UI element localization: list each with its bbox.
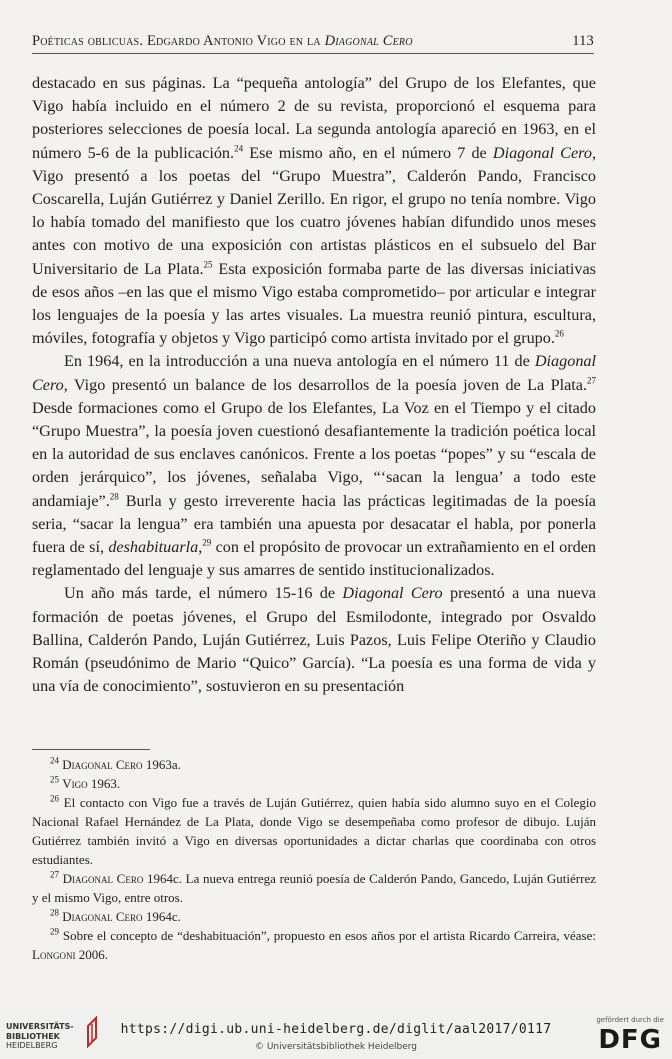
footnote-ref[interactable]: 27 [587,375,596,386]
paragraph-3: Un año más tarde, el número 15-16 de Diagonal Cero presentó a una nueva formación de poetas jóvenes, el Grupo del Esmilodonte, integrado por Osvaldo Ballina, Calderón Pando, Luján Gutiérrez, Luis Pazos, Luis Felipe Oteriño y Claudio Román (pseudónimo de Mario “Quico” García). “La poesía es una forma de vida y una vía de conocimiento”, sostuvieron en su presentación [32,584,596,696]
footnotes [32,755,596,964]
footnote: $^{28}$ Diagonal Cero 1964c. [50,907,181,924]
running-head: Poéticas oblicuas. Edgardo Antonio Vigo en la Diagonal Cero [32,33,413,49]
paragraph-1: destacado en sus páginas. La “pequeña antología” del Grupo de los Elefantes, que Vigo había incluido en el número 2 de su revista, proporcionó el esquema para posteriores selecciones de poesía local. La segunda antología apareció en 1963, en el número 5-6 de la publicación.$^{24}$ Ese mismo año, en el número 7 de Diagonal Cero, Vigo presentó a los poetas del “Grupo Muestra”, Calderón Pando, Francisco Coscarella, Luján Gutiérrez y Daniel Zerillo. En rigor, el grupo no tenía nombre. Vigo lo había tomado del manifiesto que los cuatro jóvenes habían difundido unos meses antes con motivo de una exposición con artistas plásticos en el subsuelo del Bar Universitario de La Plata.$^{25}$ Esta exposición formaba parte de las diversas iniciativas de esos años –en las que el mismo Vigo estaba comprometido– por articular e integrar los lenguajes de la poesía y las artes visuales. La muestra reunió pintura, escultura, móviles, fotografía y objetos y Vigo participó como artista invitado por el grupo.$^{26}$ [32,74,596,348]
funded-by-text: gefördert durch die [596,1016,664,1024]
page-number: 113 [572,33,594,49]
running-header [32,32,594,54]
footnote: $^{27}$ Diagonal Cero 1964c. La nueva entrega reunió poesía de Calderón Pando, Gancedo, Luján Gutiérrez y el mismo Vigo, entre otros. [32,869,596,905]
dfg-logo[interactable]: DFG [598,1025,662,1055]
library-logo[interactable]: UNIVERSITÄTS- BIBLIOTHEK HEIDELBERG [6,1022,74,1050]
footnote-ref[interactable]: 25 [203,259,213,270]
body-text [32,72,596,698]
footnote-ref[interactable]: 24 [234,143,244,154]
footnote: $^{25}$ Vigo 1963. [50,774,121,791]
copyright-text: © Universitätsbibliothek Heidelberg [254,1042,417,1052]
source-url-link[interactable]: https://digi.ub.uni-heidelberg.de/diglit/aal2017/0117 [120,1022,552,1037]
footnote: $^{29}$ Sobre el concepto de “deshabituación”, propuesto en esos años por el artista Ricardo Carreira, véase: Longoni 2006. [32,926,596,962]
footnote: $^{26}$ El contacto con Vigo fue a través de Luján Gutiérrez, quien había sido alumno suyo en el Colegio Nacional Rafael Hernández de La Plata, donde Vigo se desempeñaba como profesor de dibujo. Luján Gutiérrez también invitó a Vigo en diversas oportunidades a dictar charlas que coordinaba con otros estudiantes. [32,793,596,867]
footnote-ref[interactable]: 29 [202,537,212,548]
digitization-footer [0,1010,672,1059]
footnote-ref[interactable]: 28 [109,491,119,502]
footnote: $^{24}$ Diagonal Cero 1963a. [50,755,181,772]
paragraph-2: En 1964, en la introducción a una nueva antología en el número 11 de Diagonal Cero, Vigo presentó un balance de los desarrollos de la poesía joven de La Plata.$^{27}$ Desde formaciones como el Grupo de los Elefantes, La Voz en el Tiempo y el citado “Grupo Muestra”, la poesía joven cuestionó desafiantemente la tradición poética local en la autoridad de sus enclaves canónicos. Frente a los poetas “popes” y su “escala de orden jerárquico”, los jóvenes, señalaba Vigo, “‘sacan la lengua’ a todo este andamiaje”.$^{28}$ Burla y gesto irreverente hacia las prácticas legitimadas de la poesía seria, “sacar la lengua” era también una apuesta por desacatar el habla, por ponerla fuera de sí, deshabituarla,$^{29}$ con el propósito de provocar un extrañamiento en el orden reglamentado del lenguaje y sus amarres de sentido institucionalizados. [32,352,597,580]
footnote-divider [32,749,150,750]
footnote-ref[interactable]: 26 [554,328,564,339]
